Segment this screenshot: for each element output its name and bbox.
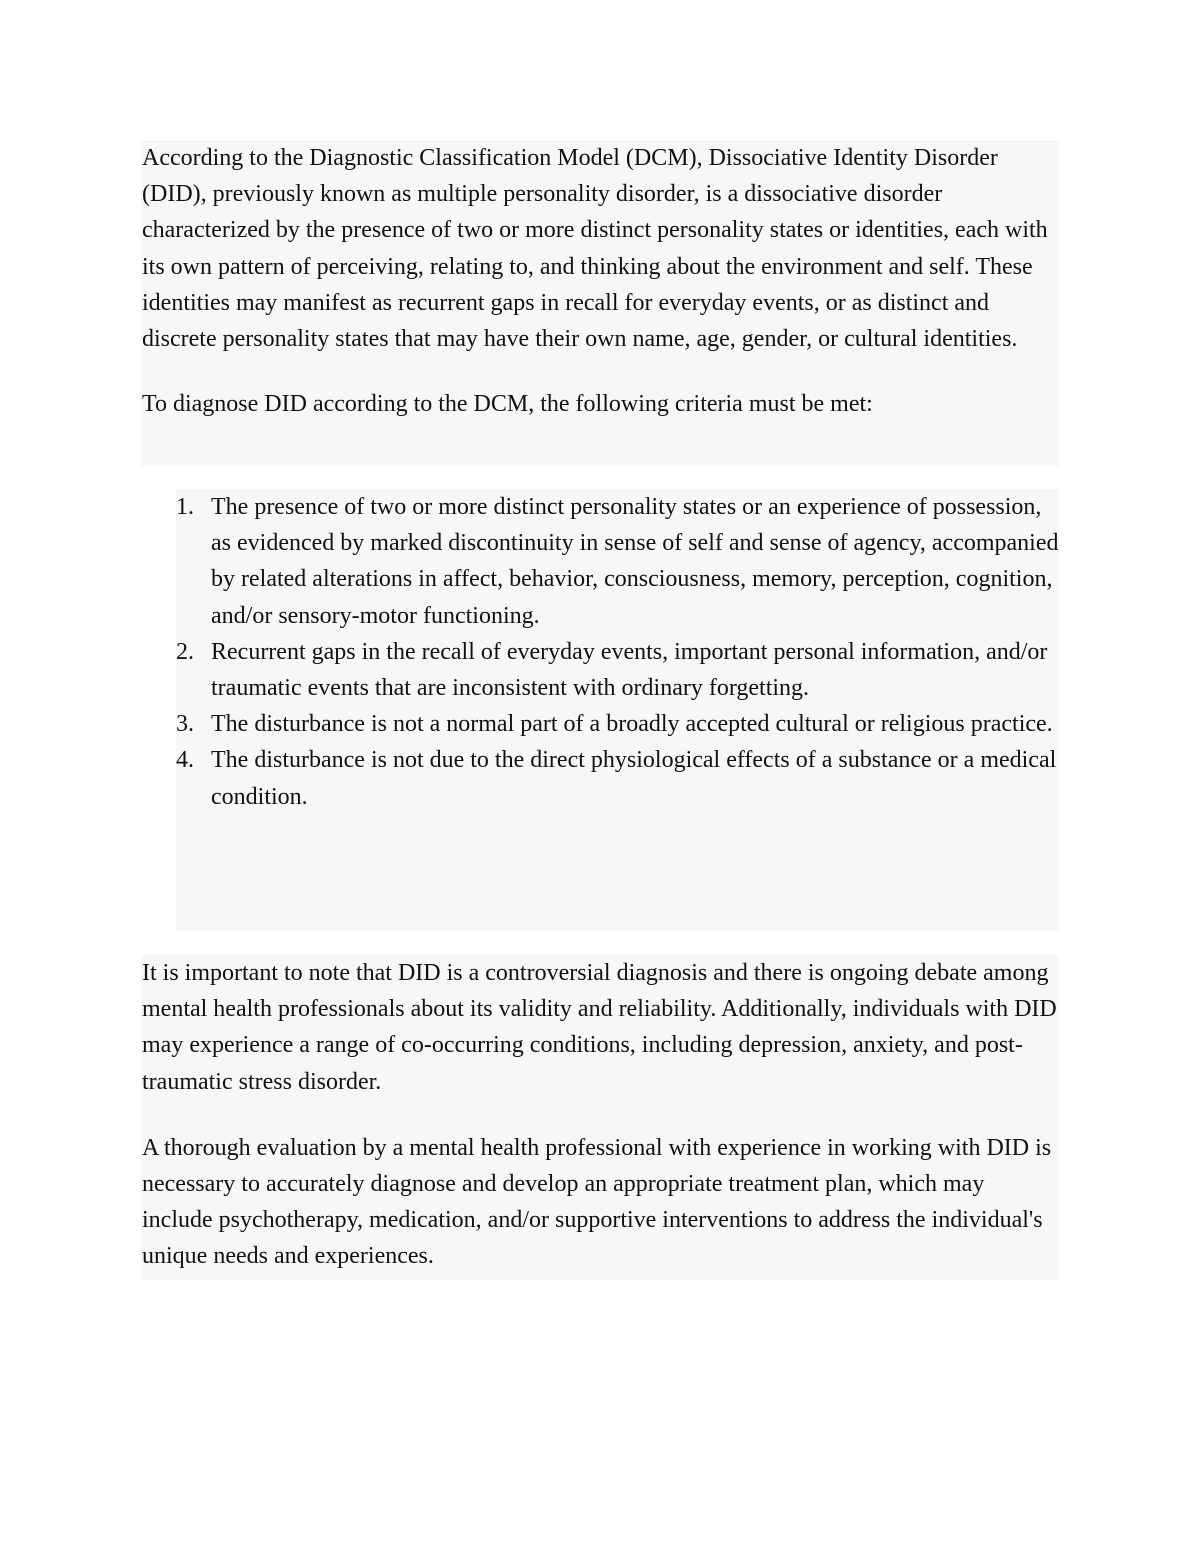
criteria-text: The disturbance is not due to the direct physiological effects of a substance or a medical condition. (211, 747, 1057, 810)
criteria-intro-paragraph: To diagnose DID according to the DCM, the following criteria must be met: (142, 391, 873, 418)
criteria-number: 2. (176, 638, 194, 665)
controversy-paragraph: It is important to note that DID is a controversial diagnosis and there is ongoing debate among mental health professionals about its validity and reliability. Additionally, individuals with DID may experience a range of co-occurring conditions, including depression, anxiety, and post-traumatic stress disorder. (142, 960, 1057, 1095)
conclusion-section (141, 955, 1059, 1280)
criteria-list-section (176, 489, 1059, 931)
criteria-item (176, 489, 1059, 634)
criteria-number: 1. (176, 494, 194, 520)
criteria-item (176, 634, 1059, 706)
criteria-number: 4. (176, 747, 194, 774)
criteria-text: Recurrent gaps in the recall of everyday events, important personal information, and/or traumatic events that are inconsistent with ordinary forgetting. (211, 638, 1048, 702)
criteria-text: The disturbance is not a normal part of a broadly accepted cultural or religious practice. (211, 711, 1053, 738)
criteria-item (176, 706, 1059, 742)
criteria-list (176, 489, 1059, 815)
criteria-text: The presence of two or more distinct personality states or an experience of possession, as evidenced by marked discontinuity in sense of self and sense of agency, accompanied by related alterations in affect, behavior, consciousness, memory, perception, cognition, and/or sensory-motor functioning. (211, 494, 1059, 629)
criteria-item (176, 742, 1059, 814)
intro-paragraph: According to the Diagnostic Classification Model (DCM), Dissociative Identity Disorder (DID), previously known as multiple personality disorder, is a dissociative disorder characterized by the presence of two or more distinct personality states or identities, each with its own pattern of perceiving, relating to, and thinking about the environment and self. These identities may manifest as recurrent gaps in recall for everyday events, or as distinct and discrete personality states that may have their own name, age, gender, or cultural identities. (142, 145, 1048, 353)
criteria-number: 3. (176, 711, 194, 738)
evaluation-paragraph: A thorough evaluation by a mental health professional with experience in working with DID is necessary to accurately diagnose and develop an appropriate treatment plan, which may include psychotherapy, medication, and/or supportive interventions to address the individual's unique needs and experiences. (142, 1134, 1052, 1270)
intro-section (141, 140, 1059, 466)
